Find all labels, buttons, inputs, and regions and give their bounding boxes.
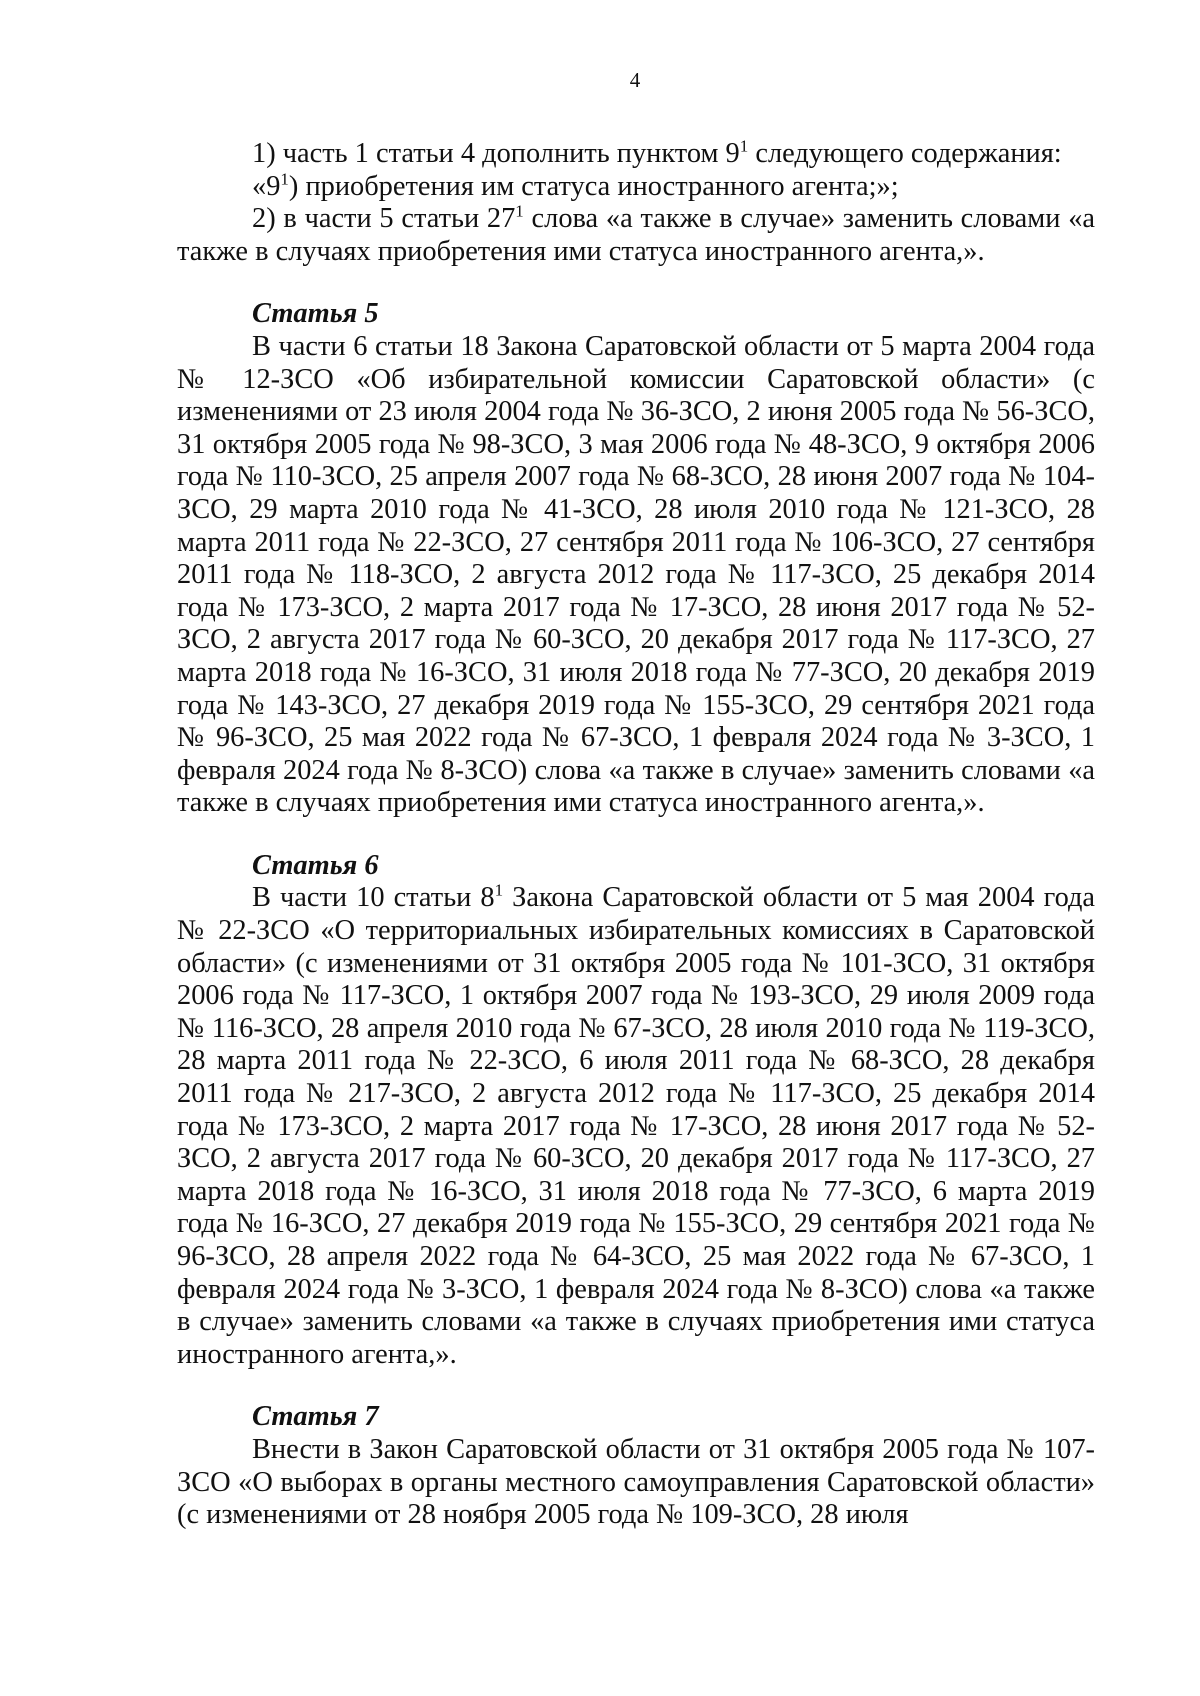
article-6-text: В части 10 статьи $8^1$ Закона Саратовской области от 5 мая 2004 года № 22-ЗСО «О территориальных избирательных комиссиях в Саратовской области» (с изменениями от 31 октября 2005 года № 101-ЗСО, 31 октября 2006 года № 117-ЗСО, 1 октября 2007 года № 193-ЗСО, 29 июля 2009 года № 116-ЗСО, 28 апреля 2010 года № 67-ЗСО, 28 июля 2010 года № 119-ЗСО, 28 марта 2011 года № 22-ЗСО, 6 июля 2011 года № 68-ЗСО, 28 декабря 2011 года № 217-ЗСО, 2 августа 2012 года № 117-ЗСО, 25 декабря 2014 года № 173-ЗСО, 2 марта 2017 года № 17-ЗСО, 28 июня 2017 года № 52-ЗСО, 2 августа 2017 года № 60-ЗСО, 20 декабря 2017 года № 117-ЗСО, 27 марта 2018 года № 16-ЗСО, 31 июля 2018 года № 77-ЗСО, 6 марта 2019 года № 16-ЗСО, 27 декабря 2019 года № 155-ЗСО, 29 сентября 2021 года № 96-ЗСО, 28 апреля 2022 года № 64-ЗСО, 25 мая 2022 года № 67-ЗСО, 1 февраля 2024 года № 3-ЗСО, 1 февраля 2024 года № 8-ЗСО) слова «а также в случае» заменить словами «а также в случаях приобретения ими статуса иностранного агента,».	[177, 881, 1095, 1370]
document-body	[177, 138, 1095, 1532]
intro-item-1: 1) часть 1 статьи 4 дополнить пунктом $9^1$ следующего содержания:	[252, 136, 1062, 169]
intro-item-quote: «$9^1$) приобретения им статуса иностранного агента;»;	[252, 169, 899, 202]
page-number: 4	[629, 68, 641, 92]
article-5-text: В части 6 статьи 18 Закона Саратовской области от 5 марта 2004 года № 12-ЗСО «Об избирательной комиссии Саратовской области» (с изменениями от 23 июля 2004 года № 36-ЗСО, 2 июня 2005 года № 56-ЗСО, 31 октября 2005 года № 98-ЗСО, 3 мая 2006 года № 48-ЗСО, 9 октября 2006 года № 110-ЗСО, 25 апреля 2007 года № 68-ЗСО, 28 июня 2007 года № 104-ЗСО, 29 марта 2010 года № 41-ЗСО, 28 июля 2010 года № 121-ЗСО, 28 марта 2011 года № 22-ЗСО, 27 сентября 2011 года № 106-ЗСО, 27 сентября 2011 года № 118-ЗСО, 2 августа 2012 года № 117-ЗСО, 25 декабря 2014 года № 173-ЗСО, 2 марта 2017 года № 17-ЗСО, 28 июня 2017 года № 52-ЗСО, 2 августа 2017 года № 60-ЗСО, 20 декабря 2017 года № 117-ЗСО, 27 марта 2018 года № 16-ЗСО, 31 июля 2018 года № 77-ЗСО, 20 декабря 2019 года № 143-ЗСО, 27 декабря 2019 года № 155-ЗСО, 29 сентября 2021 года № 96-ЗСО, 25 мая 2022 года № 67-ЗСО, 1 февраля 2024 года № 3-ЗСО, 1 февраля 2024 года № 8-ЗСО) слова «а также в случае» заменить словами «а также в случаях приобретения ими статуса иностранного агента,».	[177, 330, 1095, 819]
article-5-heading: Статья 5	[252, 298, 379, 330]
article-6-heading: Статья 6	[252, 849, 379, 881]
intro-item-2: 2) в части 5 статьи $27^1$ слова «а также в случае» заменить словами «а также в случаях приобретения ими статуса иностранного агента,».	[177, 201, 1095, 267]
article-7-text: Внести в Закон Саратовской области от 31 октября 2005 года № 107-ЗСО «О выборах в органы местного самоуправления Саратовской области» (с изменениями от 28 ноября 2005 года № 109-ЗСО, 28 июля	[177, 1433, 1095, 1531]
article-7-heading: Статья 7	[252, 1401, 379, 1433]
